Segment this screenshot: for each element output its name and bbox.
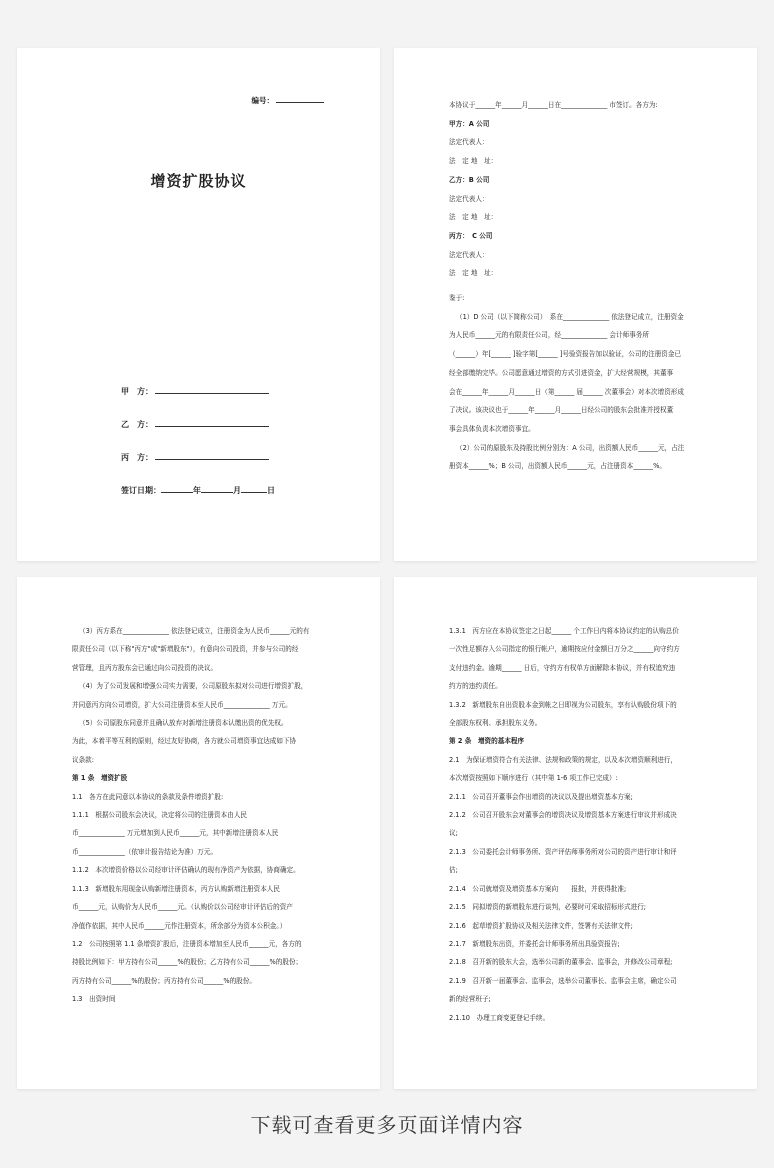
text-line: 支付违约金。逾期______ 日后，守约方有权单方面解除本协议，并有权追究违 [449, 663, 676, 672]
download-more-caption: 下载可查看更多页面详情内容 [250, 1113, 524, 1137]
party-b-row [121, 417, 269, 430]
article-1-heading: 第 1 条 增资扩股 [72, 774, 128, 783]
sign-year-blank [161, 483, 193, 493]
text-line: （4）为了公司发展和增强公司实力需要，公司原股东拟对公司进行增资扩股， [79, 682, 308, 691]
text-line: 1.1 各方在此同意以本协议的条款及条件增资扩股: [72, 792, 224, 801]
text-line: 经全部缴纳完毕。公司愿意通过增资的方式引进资金，扩大经营规模，其董事 [449, 368, 674, 377]
text-line: 1.3.2 新增股东自出资股本金到帐之日即视为公司股东，享有认购股份项下的 [449, 700, 677, 709]
text-line: 册资本______%；B 公司，出资额人民币______元，占注册资本______%。 [449, 462, 666, 471]
text-line: 估; [449, 866, 458, 875]
sign-year-label: 年 [193, 486, 201, 495]
text-line: 币______元，认购价为人民币______元。（认购价以公司经审计评估后的资产 [72, 903, 293, 912]
party-c-row [121, 450, 269, 463]
text-line: （3）丙方系在______________ 依法登记成立，注册资金为人民币______元的有 [79, 627, 310, 635]
sign-day-label: 日 [267, 486, 275, 495]
text-line: 全部股东权利、承担股东义务。 [449, 719, 542, 728]
party-a-blank [155, 384, 269, 394]
party-b-heading: 乙方：B 公司 [449, 175, 490, 184]
contract-number-blank [276, 93, 324, 103]
sign-date-row [121, 483, 275, 496]
text-line: （2）公司的原股东及持股比例分别为：A 公司，出资额人民币______元，占注 [456, 443, 685, 452]
text-line: 2.1.8 召开新的股东大会，选举公司新的董事会、监事会，并修改公司章程; [449, 958, 673, 967]
text-line: 2.1 为保证增资符合有关法律、法规和政策的规定，以及本次增资顺利进行， [449, 755, 678, 764]
text-line: 议; [449, 829, 458, 838]
sign-month-blank [201, 483, 233, 493]
text-line: 1.2 公司按照第 1.1 条增资扩股后，注册资本增加至人民币______元，各方的 [72, 939, 302, 948]
text-line: 并同意丙方向公司增资，扩大公司注册资本至人民币______________ 万元。 [72, 700, 292, 709]
text-line: （1）D 公司（以下简称公司） 系在______________ 依法登记成立，注册资金 [456, 312, 684, 321]
party-b-blank [155, 417, 269, 427]
contract-number-label: 编号： [251, 96, 274, 105]
text-line: 1.1.1 根据公司股东会决议，决定将公司的注册资本由人民 [72, 811, 248, 820]
text-line: 币______________（依审计报告结论为准）万元。 [72, 847, 218, 856]
text-line: 法定代表人： [449, 138, 489, 147]
text-line: 法定代表人： [449, 250, 489, 259]
page-3-body [72, 622, 326, 1009]
whereas-heading: 鉴于: [449, 294, 465, 303]
text-line: 2.1.4 公司就增资及增资基本方案向 报批，并获得批准; [449, 884, 627, 893]
text-line: 一次性足额存入公司指定的银行帐户，逾期按应付金额日万分之______向守约方 [449, 645, 680, 654]
text-line: 2.1.5 同拟增资的新增股东进行谈判，必要时可采取招标形式进行; [449, 903, 647, 912]
text-line: 2.1.6 起草增资扩股协议及相关法律文件，签署有关法律文件; [449, 921, 633, 930]
text-line: 法 定 地 址： [449, 269, 498, 278]
party-a-heading: 甲方：A 公司 [449, 119, 490, 128]
text-line: 2.1.10 办理工商变更登记手续。 [449, 1013, 550, 1022]
contract-number [252, 93, 325, 106]
article-2-heading: 第 2 条 增资的基本程序 [449, 737, 525, 746]
page-2-body [449, 96, 703, 476]
sign-month-label: 月 [233, 486, 241, 495]
party-c-heading: 丙方： C 公司 [449, 231, 493, 240]
text-line: （5）公司原股东同意并且确认放弃对新增注册资本认缴出资的优先权。 [79, 719, 288, 728]
text-line: 2.1.2 公司召开股东会对董事会的增资决议及增资基本方案进行审议并形成决 [449, 811, 677, 820]
text-line: 事会具体负责本次增资事宜。 [449, 424, 535, 433]
text-line: （______）年[______ ]验字第[______ ]号验资报告加以验证，公司的注册资金已 [449, 350, 682, 359]
text-line: 1.3 出资时间 [72, 995, 116, 1004]
text-line: 1.1.2 本次增资价格以公司经审计评估确认的现有净资产为依据，协商确定。 [72, 866, 300, 875]
text-line: 丙方持有公司______%的股份；丙方持有公司______%的股份。 [72, 976, 256, 985]
text-line: 净值作依据，其中人民币______元作注册资本，所余部分为资本公积金。） [72, 921, 287, 930]
text-line: 法 定 地 址： [449, 213, 498, 222]
text-line: 法定代表人： [449, 194, 489, 203]
text-line: 为此，本着平等互利的原则，经过友好协商，各方就公司增资事宜达成如下协 [72, 737, 297, 746]
party-a-label: 甲 方： [121, 387, 153, 396]
sign-day-blank [241, 483, 267, 493]
text-line: 本次增资按照如下顺序进行（其中第 1-6 项工作已完成）: [449, 774, 618, 783]
text-line: 2.1.9 召开新一届董事会、监事会，选举公司董事长、监事会主席，确定公司 [449, 976, 677, 985]
sign-date-label: 签订日期： [121, 486, 161, 495]
text-line: 2.1.7 新增股东出资，并委托会计师事务所出具验资报告; [449, 939, 620, 948]
text-line: 2.1.1 公司召开董事会作出增资的决议以及提出增资基本方案; [449, 792, 633, 801]
document-page-4 [394, 577, 757, 1089]
text-line: 议条款: [72, 755, 95, 764]
text-line: 1.1.3 新增股东用现金认购新增注册资本，丙方认购新增注册资本人民 [72, 884, 280, 893]
text-line: 新的经营班子; [449, 995, 491, 1004]
text-line: 持股比例如下：甲方持有公司______%的股份；乙方持有公司______%的股份； [72, 958, 303, 967]
document-page-3 [17, 577, 380, 1089]
party-a-row [121, 384, 269, 397]
party-c-label: 丙 方： [121, 453, 153, 462]
text-line: 为人民币______元的有限责任公司，经______________ 会计师事务所 [449, 331, 649, 340]
document-title: 增资扩股协议 [150, 172, 247, 190]
text-line: 营管理，且丙方股东会已通过向公司投资的决议。 [72, 663, 218, 672]
party-b-label: 乙 方： [121, 420, 153, 429]
text-line: 法 定 地 址： [449, 157, 498, 166]
text-line: 约方的违约责任。 [449, 682, 502, 691]
text-line: 币______________ 万元增加到人民币______元，其中新增注册资本人民 [72, 829, 279, 838]
party-c-blank [155, 450, 269, 460]
document-page-cover [17, 48, 380, 561]
text-line: 本协议于______年______月______日在______________ 市签订。各方为: [449, 101, 658, 109]
document-page-2 [394, 48, 757, 561]
text-line: 会在______年______月______日（第______ 届______ 次董事会）对本次增资形成 [449, 387, 684, 396]
text-line: 限责任公司（以下称"丙方"或"新增股东"），有意向公司投资，并参与公司的经 [72, 645, 299, 654]
text-line: 了决议。该决议也于______年______月______日经公司的股东会批准并授权董 [449, 406, 674, 415]
page-4-body [449, 622, 703, 1027]
text-line: 1.3.1 丙方应在本协议签定之日起______ 个工作日内将本协议约定的认购总价 [449, 627, 679, 635]
text-line: 2.1.3 公司委托会计师事务所、资产评估师事务所对公司的资产进行审计和评 [449, 847, 677, 856]
